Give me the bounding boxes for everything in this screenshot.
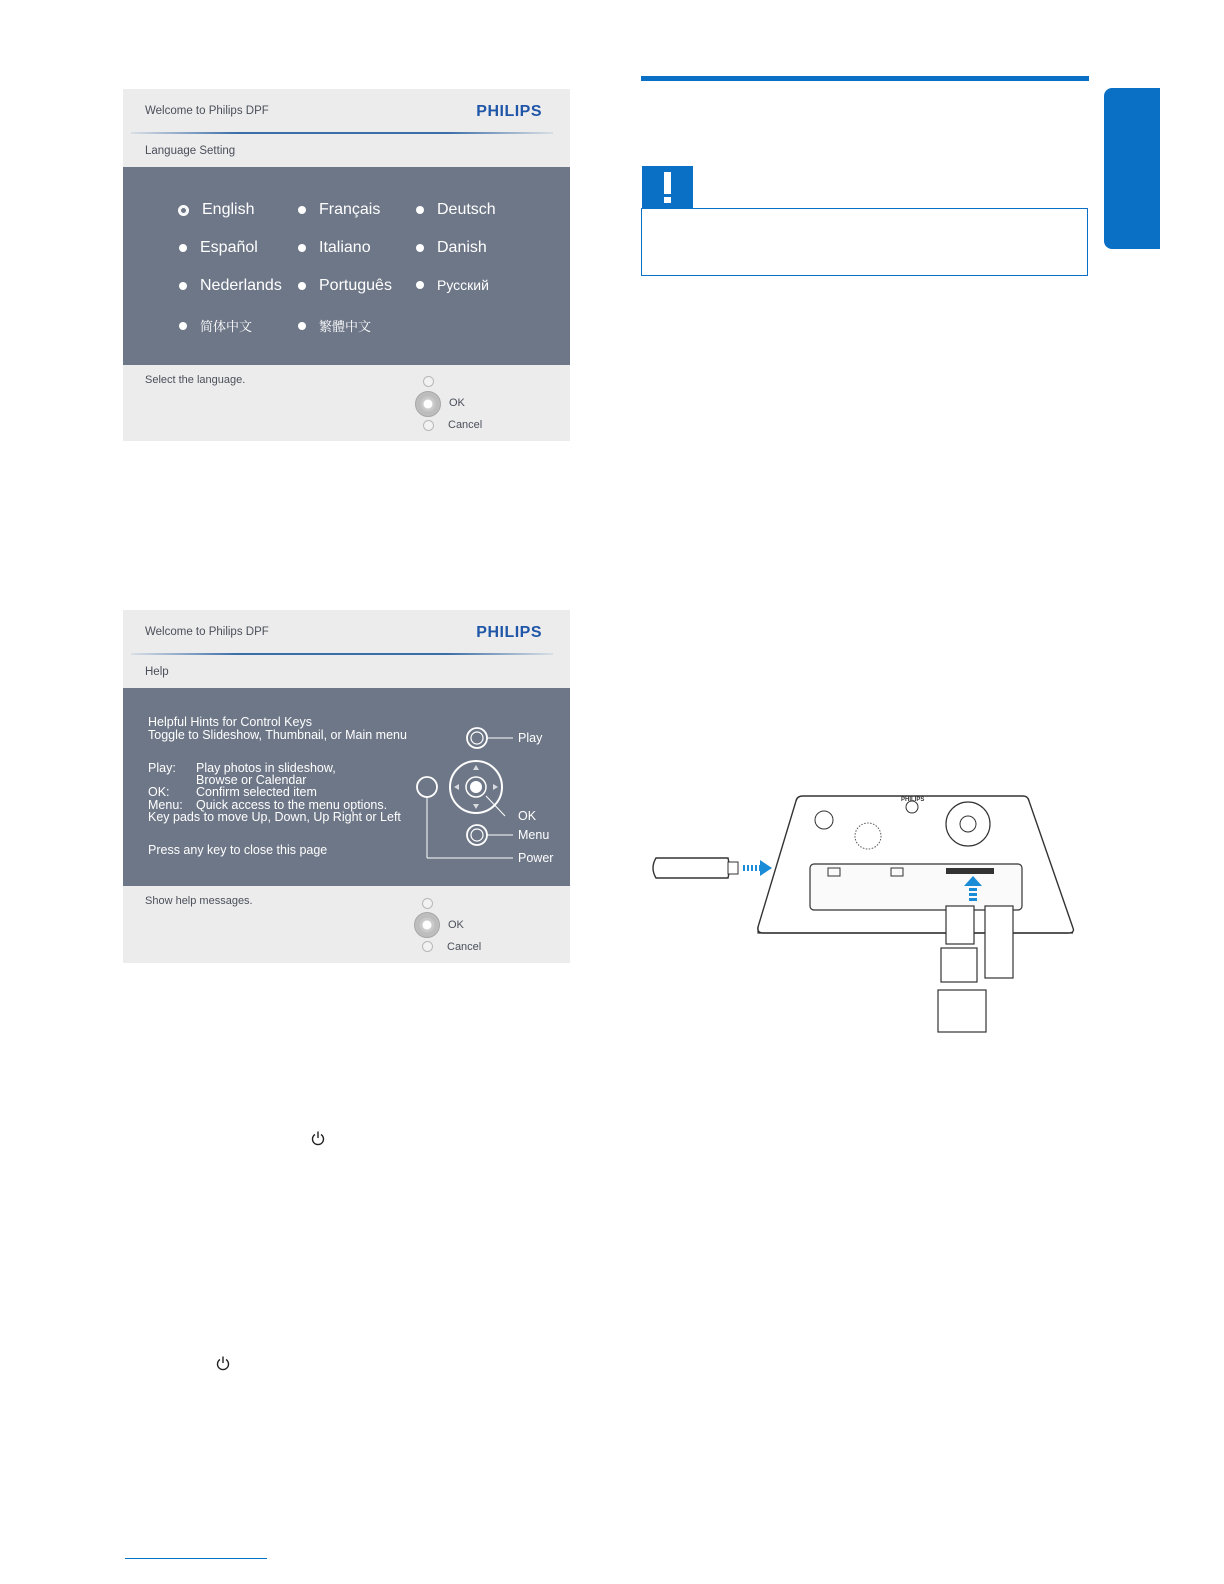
help-play-desc-2: Browse or Calendar xyxy=(196,773,307,787)
key-label-play: Play xyxy=(518,731,543,745)
language-label: English xyxy=(202,201,255,218)
up-key-icon xyxy=(422,898,433,909)
ok-key-icon xyxy=(415,391,441,417)
key-label-power: Power xyxy=(518,851,554,865)
help-menu-desc: Quick access to the menu options. xyxy=(196,798,388,812)
header-rule xyxy=(131,132,553,134)
language-label: Deutsch xyxy=(437,201,496,218)
philips-logo: PHILIPS xyxy=(476,103,542,120)
radio-icon xyxy=(298,244,306,252)
help-screen xyxy=(123,610,570,963)
language-label: 简体中文 xyxy=(200,319,253,334)
help-keypad-text: Key pads to move Up, Down, Up Right or Left xyxy=(148,810,401,824)
ok-label: OK xyxy=(448,919,464,931)
language-option-deutsch[interactable] xyxy=(416,201,496,219)
language-label: Danish xyxy=(437,239,487,256)
help-ok-key: OK: xyxy=(148,785,170,799)
language-label: Español xyxy=(200,239,258,256)
cancel-label: Cancel xyxy=(447,941,482,953)
philips-logo: PHILIPS xyxy=(476,624,542,641)
language-option-english[interactable] xyxy=(178,201,254,219)
radio-icon xyxy=(416,281,424,289)
power-icon xyxy=(215,1355,231,1371)
language-label: 繁體中文 xyxy=(319,319,372,334)
page-footer-rule xyxy=(125,1558,267,1559)
welcome-text: Welcome to Philips DPF xyxy=(145,105,269,117)
language-option-francais[interactable] xyxy=(298,201,380,219)
language-panel xyxy=(123,167,570,365)
radio-icon xyxy=(179,322,187,330)
radio-icon xyxy=(298,206,306,214)
language-side-tab xyxy=(1104,88,1160,249)
language-option-russian[interactable] xyxy=(416,277,489,293)
screen-subtitle: Help xyxy=(145,666,169,678)
ok-key-icon xyxy=(414,912,440,938)
screen-subtitle: Language Setting xyxy=(145,145,236,157)
photo-frame-illustration xyxy=(648,788,1078,1038)
help-toggle-text: Toggle to Slideshow, Thumbnail, or Main menu xyxy=(148,728,407,742)
language-option-simplified-chinese[interactable] xyxy=(179,316,252,335)
screen-footer-text: Show help messages. xyxy=(145,895,253,907)
help-close-text: Press any key to close this page xyxy=(148,843,328,857)
language-option-espanol[interactable] xyxy=(179,239,258,257)
language-label: Français xyxy=(319,201,381,218)
help-ok-desc: Confirm selected item xyxy=(196,785,317,799)
radio-icon xyxy=(298,282,306,290)
help-panel xyxy=(123,688,570,886)
help-play-desc: Play photos in slideshow, xyxy=(196,761,336,775)
language-option-danish[interactable] xyxy=(416,239,487,257)
caution-icon xyxy=(642,166,693,209)
key-label-menu: Menu xyxy=(518,828,550,842)
frame-brand-label: PHILIPS xyxy=(901,797,925,803)
radio-icon xyxy=(298,322,306,330)
section-header-bar xyxy=(641,76,1089,81)
header-rule xyxy=(131,653,553,655)
screen-footer-text: Select the language. xyxy=(145,374,246,386)
language-option-nederlands[interactable] xyxy=(179,277,282,295)
language-option-traditional-chinese[interactable] xyxy=(298,316,371,335)
up-key-icon xyxy=(423,376,434,387)
help-menu-key: Menu: xyxy=(148,798,183,812)
language-label: Nederlands xyxy=(200,277,282,294)
language-label: Русский xyxy=(437,277,489,293)
down-key-icon xyxy=(422,941,433,952)
down-key-icon xyxy=(423,420,434,431)
language-setting-screen xyxy=(123,89,570,441)
ok-label: OK xyxy=(449,397,465,409)
language-label: Italiano xyxy=(319,239,371,256)
radio-selected-icon xyxy=(178,205,189,216)
language-option-portugues[interactable] xyxy=(298,277,392,295)
language-option-italiano[interactable] xyxy=(298,239,371,257)
help-play-key: Play: xyxy=(148,761,176,775)
caution-box xyxy=(641,208,1088,276)
help-heading: Helpful Hints for Control Keys xyxy=(148,715,312,729)
radio-icon xyxy=(416,244,424,252)
radio-icon xyxy=(416,206,424,214)
key-label-ok: OK xyxy=(518,809,537,823)
radio-icon xyxy=(179,282,187,290)
welcome-text: Welcome to Philips DPF xyxy=(145,626,269,638)
language-label: Português xyxy=(319,277,392,294)
cancel-label: Cancel xyxy=(448,419,483,431)
power-icon xyxy=(310,1130,326,1146)
radio-icon xyxy=(179,244,187,252)
